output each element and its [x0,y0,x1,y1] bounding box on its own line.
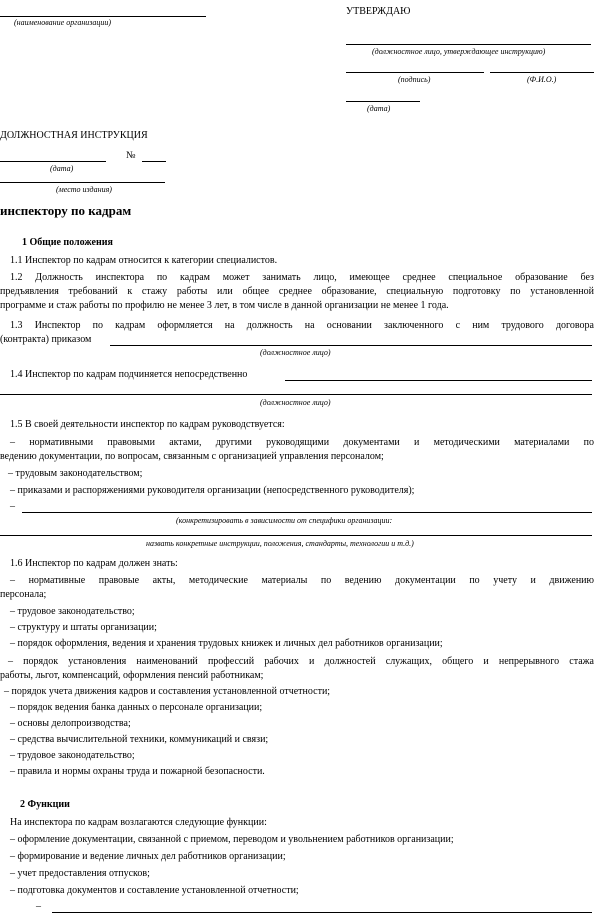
guideline-specific-line-2 [0,535,592,536]
doc-date-caption: (дата) [50,164,74,173]
paragraph-1-3-line1: 1.3 Инспектор по кадрам оформляется на должность на основании заключенного с ним трудового договора [10,320,594,331]
knowledge-item-10: – трудовое законодательство; [10,750,135,761]
supervisor-caption: (должностное лицо) [260,398,331,407]
approve-label: УТВЕРЖДАЮ [346,6,411,17]
guideline-specific-caption-2: назвать конкретные инструкции, положения, стандарты, технологии и т.д.) [146,539,414,548]
approve-date-caption: (дата) [367,104,391,113]
function-item-1: – оформление документации, связанной с приемом, переводом и увольнением работников организации; [10,834,454,845]
knowledge-item-2: – трудовое законодательство; [10,606,135,617]
functions-intro: На инспектора по кадрам возлагаются следующие функции: [10,817,267,828]
guideline-item-1-line2: ведению документации, по вопросам, связанным с организацией управления персоналом; [0,451,384,462]
knowledge-item-11: – правила и нормы охраны труда и пожарной безопасности. [10,766,265,777]
org-name-caption: (наименование организации) [14,18,112,27]
paragraph-1-5: 1.5 В своей деятельности инспектор по кадрам руководствуется: [10,419,285,430]
function-item-5-line [52,912,592,913]
section2-heading: 2 Функции [20,799,70,810]
paragraph-1-3-line2: (контракта) приказом [0,334,92,345]
knowledge-item-7: – порядок ведения банка данных о персонале организации; [10,702,263,713]
section1-heading: 1 Общие положения [22,237,113,248]
paragraph-1-2-line3: программе и стаж работы по профилю не менее 3 лет, в том числе в данной организации не менее 1 года. [0,300,449,311]
knowledge-item-8: – основы делопроизводства; [10,718,131,729]
function-item-3: – учет предоставления отпусков; [10,868,150,879]
knowledge-item-9: – средства вычислительной техники, коммуникаций и связи; [10,734,269,745]
knowledge-item-4: – порядок оформления, ведения и хранения трудовых книжек и личных дел работников организации; [10,638,443,649]
document-subject: инспектору по кадрам [0,203,132,218]
function-item-2: – формирование и ведение личных дел работников организации; [10,851,286,862]
knowledge-item-1-line2: персонала; [0,589,47,600]
signature-caption: (подпись) [398,75,431,84]
order-issuer-line [110,345,592,346]
paragraph-1-2-line1: 1.2 Должность инспектора по кадрам может занимать лицо, имеющее среднее специальное образование без [10,272,594,283]
function-item-5: – [36,901,41,912]
paragraph-1-2-line2: предъявления требований к стажу работы или общее среднее образование, специальную подготовку по установленной [0,286,594,297]
guideline-specific-caption-1: (конкретизировать в зависимости от специфики организации: [176,516,393,525]
approver-position-caption: (должностное лицо, утверждающее инструкцию) [372,47,546,56]
order-issuer-caption: (должностное лицо) [260,348,331,357]
knowledge-item-5-line1: – порядок установления наименований профессий рабочих и должностей служащих, общего и непрерывного стажа [8,656,594,667]
doc-number-line [142,161,166,162]
paragraph-1-4: 1.4 Инспектор по кадрам подчиняется непосредственно [10,369,248,380]
knowledge-item-1-line1: – нормативные правовые акты, методические материалы по ведению документации по учету и движению [10,575,594,586]
supervisor-line-2 [0,394,592,395]
knowledge-item-6: – порядок учета движения кадров и составления установленной отчетности; [4,686,331,697]
knowledge-item-3: – структуру и штаты организации; [10,622,157,633]
knowledge-item-5-line2: работы, льгот, компенсаций, оформления пенсий работникам; [0,670,264,681]
guideline-item-4: – [10,501,15,512]
fio-caption: (Ф.И.О.) [527,75,557,84]
paragraph-1-1: 1.1 Инспектор по кадрам относится к категории специалистов. [10,255,278,266]
doc-number-sign: № [126,150,136,161]
document-title: ДОЛЖНОСТНАЯ ИНСТРУКЦИЯ [0,130,148,141]
function-item-4: – подготовка документов и составление установленной отчетности; [10,885,299,896]
guideline-item-3: – приказами и распоряжениями руководителя организации (непосредственного руководителя); [10,485,415,496]
paragraph-1-6: 1.6 Инспектор по кадрам должен знать: [10,558,178,569]
guideline-item-1-line1: – нормативными правовыми актами, другими руководящими документами и методическими материалами по [10,437,594,448]
supervisor-line-1 [285,380,592,381]
guideline-item-2: – трудовым законодательством; [8,468,143,479]
place-caption: (место издания) [56,185,112,194]
guideline-specific-line-1 [22,512,592,513]
